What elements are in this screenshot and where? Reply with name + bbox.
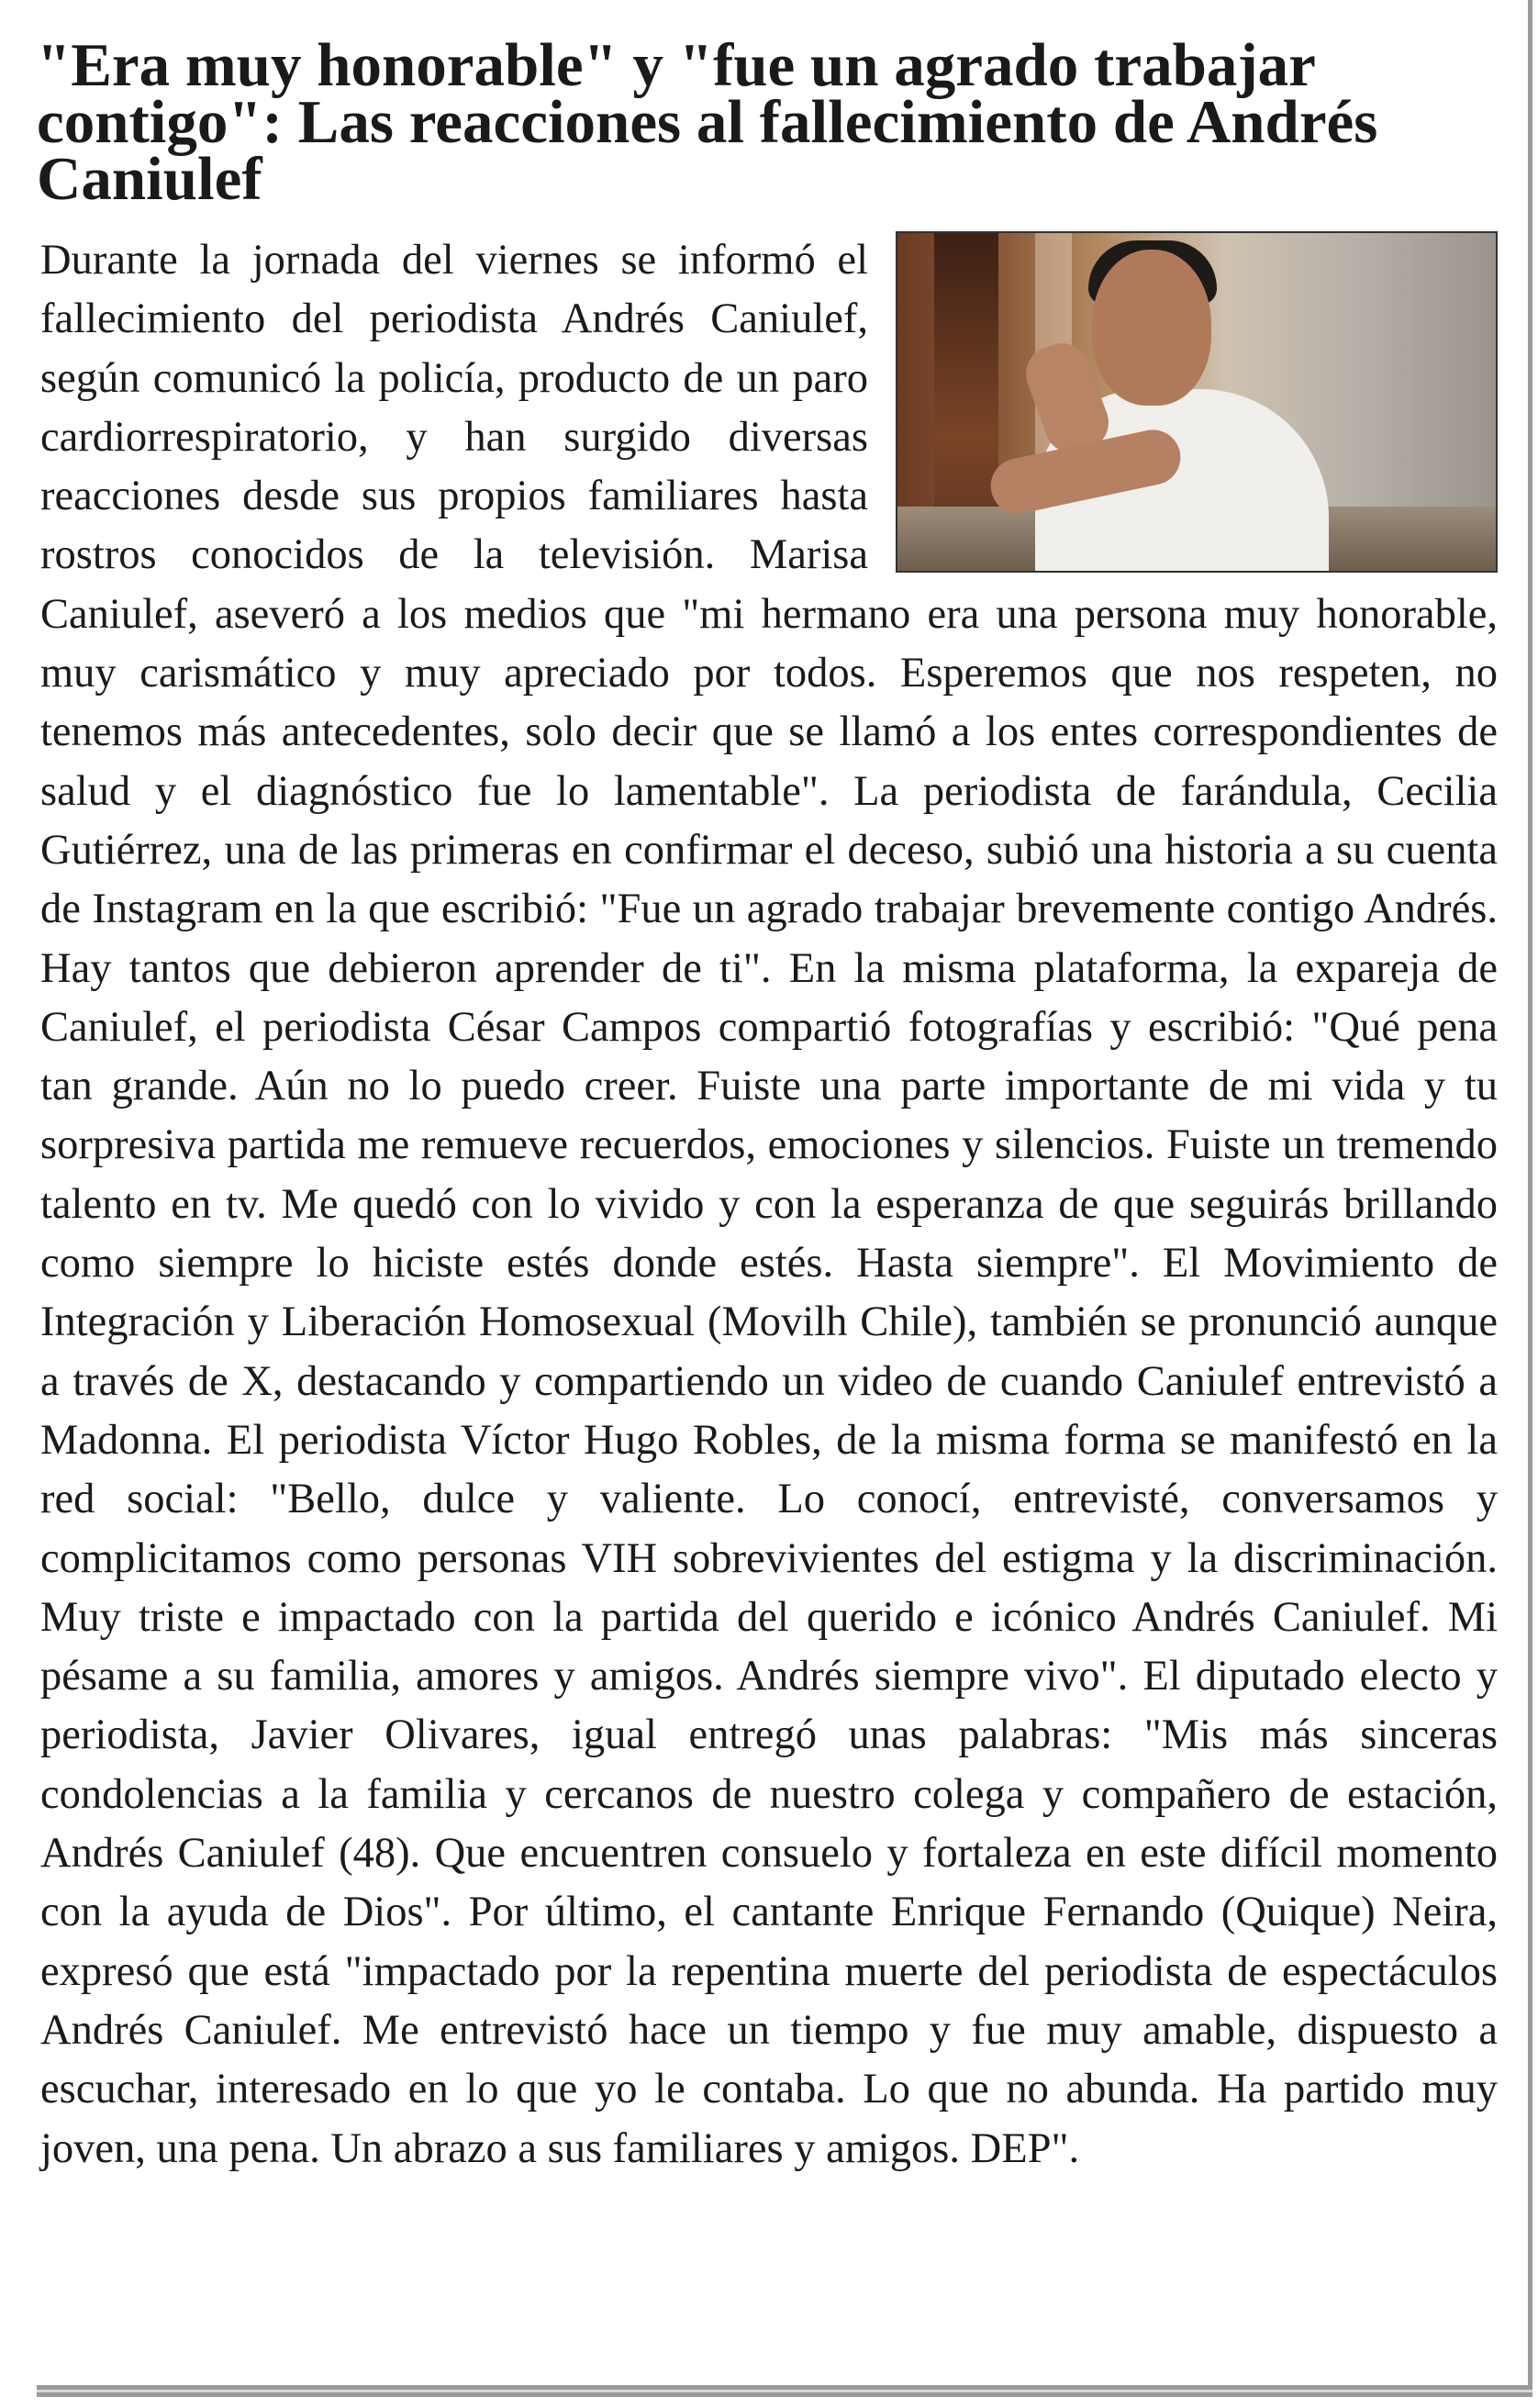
article-body-column [40, 231, 1498, 2179]
article-headline: "Era muy honorable" y "fue un agrado trabajar contigo": Las reacciones al fallecimiento de Andrés Caniulef [37, 31, 1378, 213]
article-body-text: Durante la jornada del viernes se informó el fallecimiento del periodista Andrés Caniulef, según comunicó la policía, producto de un paro cardiorrespiratorio, y han surgido diversas reacciones desde sus propios familiares hasta rostros conocidos de la televisión. Marisa Caniulef, aseveró a los medios que "mi hermano era una persona muy honorable, muy carismático y muy apreciado por todos. Esperemos que nos respeten, no tenemos más antecedentes, solo decir que se llamó a los entes correspondientes de salud y el diagnóstico fue lo lamentable". La periodista de farándula, Cecilia Gutiérrez, una de las primeras en confirmar el deceso, subió una historia a su cuenta de Instagram en la que escribió: "Fue un agrado trabajar brevemente contigo Andrés. Hay tantos que debieron aprender de ti". En la misma plataforma, la expareja de Caniulef, el periodista César Campos compartió fotografías y escribió: "Qué pena tan grande. Aún no lo puedo creer. Fuiste una parte importante de mi vida y tu sorpresiva partida me remueve recuerdos, emociones y silencios. Fuiste un tremendo talento en tv. Me quedó con lo vivido y con la esperanza de que seguirás brillando como siempre lo hiciste estés donde estés. Hasta siempre". El Movimiento de Integración y Liberación Homosexual (Movilh Chile), también se pronunció aunque a través de X, destacando y compartiendo un video de cuando Caniulef entrevistó a Madonna. El periodista Víctor Hugo Robles, de la misma forma se manifestó en la red social: "Bello, dulce y valiente. Lo conocí, entrevisté, conversamos y complicitamos como personas VIH sobrevivientes del estigma y la discriminación. Muy triste e impactado con la partida del querido e icónico Andrés Caniulef. Mi pésame a su familia, amores y amigos. Andrés siempre vivo". El diputado electo y periodista, Javier Olivares, igual entregó unas palabras: "Mis más sinceras condolencias a la familia y cercanos de nuestro colega y compañero de estación, Andrés Caniulef (48). Que encuentren consuelo y fortaleza en este difícil momento con la ayuda de Dios". Por último, el cantante Enrique Fernando (Quique) Neira, expresó que está "impactado por la repentina muerte del periodista de espectáculos Andrés Caniulef. Me entrevistó hace un tiempo y fue muy amable, dispuesto a escuchar, interesado en lo que yo le contaba. Lo que no abunda. Ha partido muy joven, una pena. Un abrazo a sus familiares y amigos. DEP". [40, 237, 1498, 2172]
portrait-photo [896, 231, 1498, 573]
right-border-rule [1528, 0, 1532, 2386]
bottom-border-rule [37, 2385, 1532, 2397]
photo-person-face [1092, 250, 1211, 406]
